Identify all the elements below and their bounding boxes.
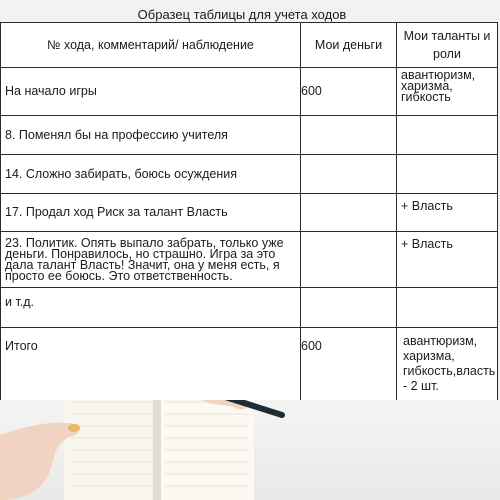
table-row	[1, 194, 498, 232]
cell-talents: авантюризм, харизма, гибкость	[397, 68, 498, 116]
cell-comment: На начало игры	[1, 68, 301, 116]
cell-talents: + Власть	[397, 232, 498, 288]
notebook-illustration	[0, 400, 500, 500]
page-title: Образец таблицы для учета ходов	[137, 7, 347, 22]
header-move-comment: № хода, комментарий/ наблюдение	[1, 23, 301, 68]
cell-money	[301, 116, 397, 155]
table-row	[1, 232, 498, 288]
notebook-photo	[0, 400, 500, 500]
header-money: Мои деньги	[301, 23, 397, 68]
cell-money: 600	[301, 68, 397, 116]
cell-money	[301, 232, 397, 288]
cell-comment: 17. Продал ход Риск за талант Власть	[1, 194, 301, 232]
table-row	[1, 288, 498, 328]
cell-money	[301, 194, 397, 232]
cell-money	[301, 155, 397, 194]
notebook-icon	[64, 400, 254, 500]
cell-money	[301, 288, 397, 328]
cell-comment: и т.д.	[1, 288, 301, 328]
table-row	[1, 116, 498, 155]
cell-talents: + Власть	[397, 194, 498, 232]
cell-talents	[397, 288, 498, 328]
moves-table	[0, 22, 498, 406]
cell-talents: авантюризм, харизма, гибкость,власть - 2 шт.	[397, 328, 498, 406]
cell-comment: 8. Поменял бы на профессию учителя	[1, 116, 301, 155]
cell-money: 600	[301, 328, 397, 406]
cell-comment: 14. Сложно забирать, боюсь осуждения	[1, 155, 301, 194]
cell-comment: Итого	[1, 328, 301, 406]
cell-talents	[397, 116, 498, 155]
table-row	[1, 328, 498, 406]
table-header-row	[1, 23, 498, 68]
table-row	[1, 68, 498, 116]
table-row	[1, 155, 498, 194]
cell-comment: 23. Политик. Опять выпало забрать, только уже деньги. Понравилось, но страшно. Игра за это дала талант Власть! Значит, она у меня есть, я просто ее боюсь. Это ответственность.	[1, 232, 301, 288]
cell-talents	[397, 155, 498, 194]
header-talents: Мои таланты и роли	[397, 23, 498, 68]
